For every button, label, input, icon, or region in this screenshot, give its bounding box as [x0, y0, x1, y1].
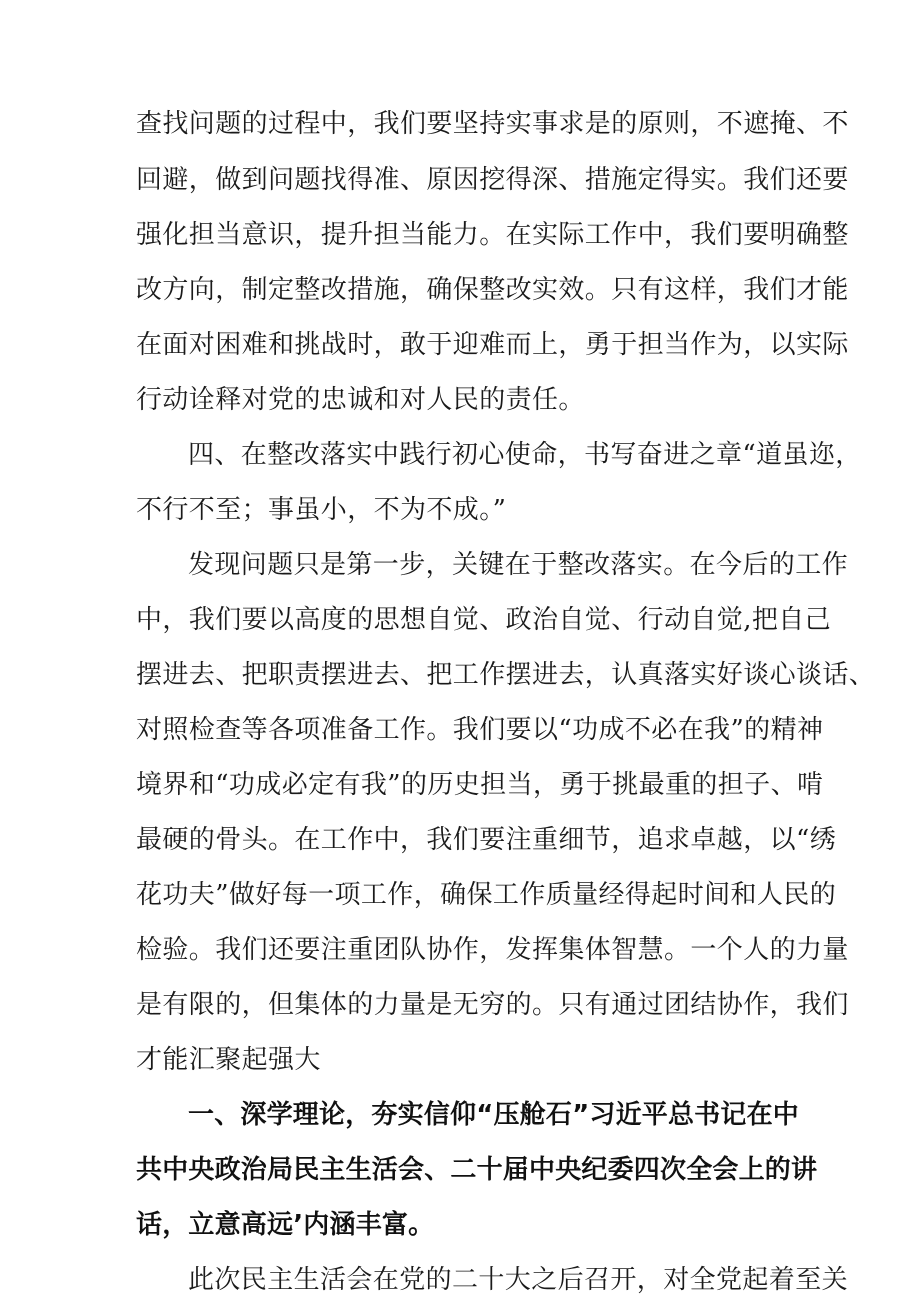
paragraph-start: 此次民主生活会在党的二十大之后召开，对全党起着至关	[188, 1265, 849, 1295]
body-text-line: 境界和“功成必定有我”的历史担当，勇于挑最重的担子、啃	[136, 770, 824, 800]
body-text-line: 回避，做到问题找得准、原因挖得深、措施定得实。我们还要	[136, 165, 849, 195]
body-text-line: 在面对困难和挑战时，敢于迎难而上，勇于担当作为，以实际	[136, 330, 849, 360]
section-heading-line: 共中央政治局民主生活会、二十届中央纪委四次全会上的讲	[136, 1155, 818, 1185]
body-text-line: 花功夫”做好每一项工作，确保工作质量经得起时间和人民的	[136, 880, 837, 910]
body-text-line: 强化担当意识，提升担当能力。在实际工作中，我们要明确整	[136, 220, 849, 250]
body-text-line: 是有限的，但集体的力量是无穷的。只有通过团结协作，我们	[136, 990, 849, 1020]
body-text-line: 查找问题的过程中，我们要坚持实事求是的原则，不遮掩、不	[136, 109, 849, 139]
paragraph-start: 发现问题只是第一步，关键在于整改落实。在今后的工作	[188, 550, 849, 580]
body-text-line: 中，我们要以高度的思想自觉、政治自觉、行动自觉,把自己	[136, 605, 832, 635]
section-heading-1: 一、深学理论，夯实信仰“压舱石”习近平总书记在中	[188, 1100, 799, 1130]
section-heading-4: 四、在整改落实中践行初心使命，书写奋进之章“道虽迩，	[188, 440, 862, 470]
body-text-line: 检验。我们还要注重团队协作，发挥集体智慧。一个人的力量	[136, 935, 849, 965]
body-text-line: 不行不至；事虽小，不为不成。”	[136, 495, 507, 525]
body-text-line: 改方向，制定整改措施，确保整改实效。只有这样，我们才能	[136, 275, 849, 305]
body-text-line: 行动诠释对党的忠诚和对人民的责任。	[136, 385, 585, 415]
section-heading-line: 话，立意高远’内涵丰富。	[136, 1210, 435, 1240]
body-text-line: 才能汇聚起强大	[136, 1045, 321, 1075]
body-text-line: 对照检查等各项准备工作。我们要以“功成不必在我”的精神	[136, 715, 824, 745]
body-text-line: 最硬的骨头。在工作中，我们要注重细节，追求卓越，以“绣	[136, 825, 837, 855]
body-text-line: 摆进去、把职责摆进去、把工作摆进去，认真落实好谈心谈话、	[136, 660, 876, 690]
